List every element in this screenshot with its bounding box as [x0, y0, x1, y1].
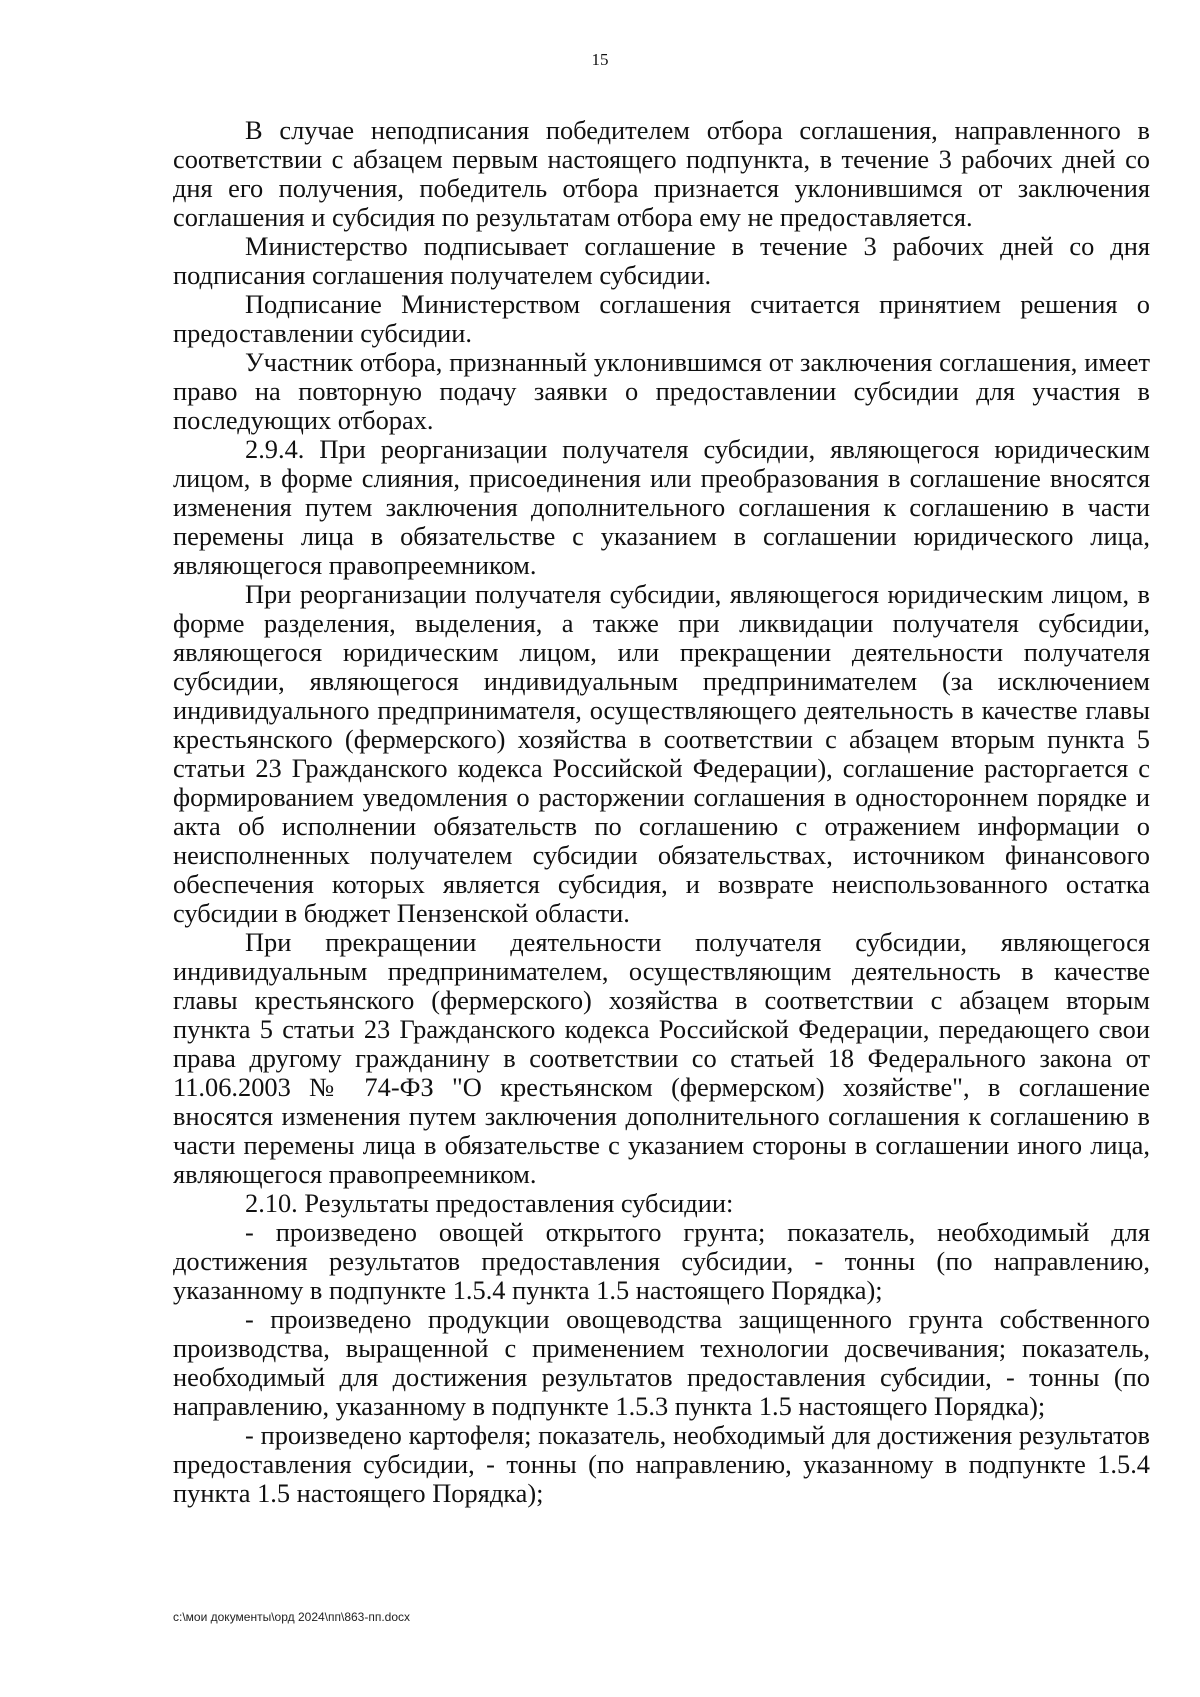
document-body: [173, 116, 1150, 1508]
paragraph-repeat-application: Участник отбора, признанный уклонившимся от заключения соглашения, имеет право на повторную подачу заявки о предоставлении субсидии для участия в последующих отборах.: [173, 347, 1150, 435]
paragraph-farm-head-termination: При прекращении деятельности получателя субсидии, являющегося индивидуальным предпринимателем, осуществляющим деятельность в качестве главы крестьянского (фермерского) хозяйства в соответствии с абзацем вторым пункта 5 статьи 23 Гражданского кодекса Российской Федерации, передающего свои права другому гражданину в соответствии со статьей 18 Федерального закона от 11.06.2003 № 74-ФЗ "О крестьянском (фермерском) хозяйстве", в соглашение вносятся изменения путем заключения дополнительного соглашения к соглашению в части перемены лица в обязательстве с указанием стороны в соглашении иного лица, являющегося правопреемником.: [173, 927, 1150, 1189]
paragraph-refusal-to-sign: В случае неподписания победителем отбора соглашения, направленного в соответствии с абзацем первым настоящего подпункта, в течение 3 рабочих дней со дня его получения, победитель отбора признается уклонившимся от заключения соглашения и субсидия по результатам отбора ему не предоставляется.: [173, 115, 1150, 232]
footer-file-path: c:\мои документы\орд 2024\пп\863-пп.docx: [173, 1610, 411, 1624]
paragraph-2-9-4-reorganization: 2.9.4. При реорганизации получателя субсидии, являющегося юридическим лицом, в форме слияния, присоединения или преобразования в соглашение вносятся изменения путем заключения дополнительного соглашения к соглашению в части перемены лица в обязательстве с указанием в соглашении юридического лица, являющегося правопреемником.: [173, 434, 1150, 580]
paragraph-ministry-signs: Министерство подписывает соглашение в течение 3 рабочих дней со дня подписания соглашения получателем субсидии.: [173, 231, 1150, 290]
paragraph-2-10-results-heading: 2.10. Результаты предоставления субсидии:: [245, 1188, 734, 1218]
list-item-potatoes: - произведено картофеля; показатель, необходимый для достижения результатов предоставления субсидии, - тонны (по направлению, указанному в подпункте 1.5.4 пункта 1.5 настоящего Порядка);: [173, 1420, 1150, 1508]
page-number: 15: [591, 50, 609, 69]
paragraph-reorganization-termination: При реорганизации получателя субсидии, являющегося юридическим лицом, в форме разделения, выделения, а также при ликвидации получателя субсидии, являющегося юридическим лицом, или прекращении деятельности получателя субсидии, являющегося индивидуальным предпринимателем (за исключением индивидуального предпринимателя, осуществляющего деятельность в качестве главы крестьянского (фермерского) хозяйства в соответствии с абзацем вторым пункта 5 статьи 23 Гражданского кодекса Российской Федерации), соглашение расторгается с формированием уведомления о расторжении соглашения в одностороннем порядке и акта об исполнении обязательств по соглашению с отражением информации о неисполненных получателем субсидии обязательствах, источником финансового обеспечения которых является субсидия, и возврате неиспользованного остатка субсидии в бюджет Пензенской области.: [173, 579, 1150, 928]
list-item-greenhouse-vegetables: - произведено продукции овощеводства защищенного грунта собственного производства, выращенной с применением технологии досвечивания; показатель, необходимый для достижения результатов предоставления субсидии, - тонны (по направлению, указанному в подпункте 1.5.3 пункта 1.5 настоящего Порядка);: [173, 1304, 1150, 1421]
paragraph-signing-decision: Подписание Министерством соглашения считается принятием решения о предоставлении субсидии.: [173, 289, 1150, 348]
list-item-open-ground-vegetables: - произведено овощей открытого грунта; показатель, необходимый для достижения результатов предоставления субсидии, - тонны (по направлению, указанному в подпункте 1.5.4 пункта 1.5 настоящего Порядка);: [173, 1217, 1150, 1305]
